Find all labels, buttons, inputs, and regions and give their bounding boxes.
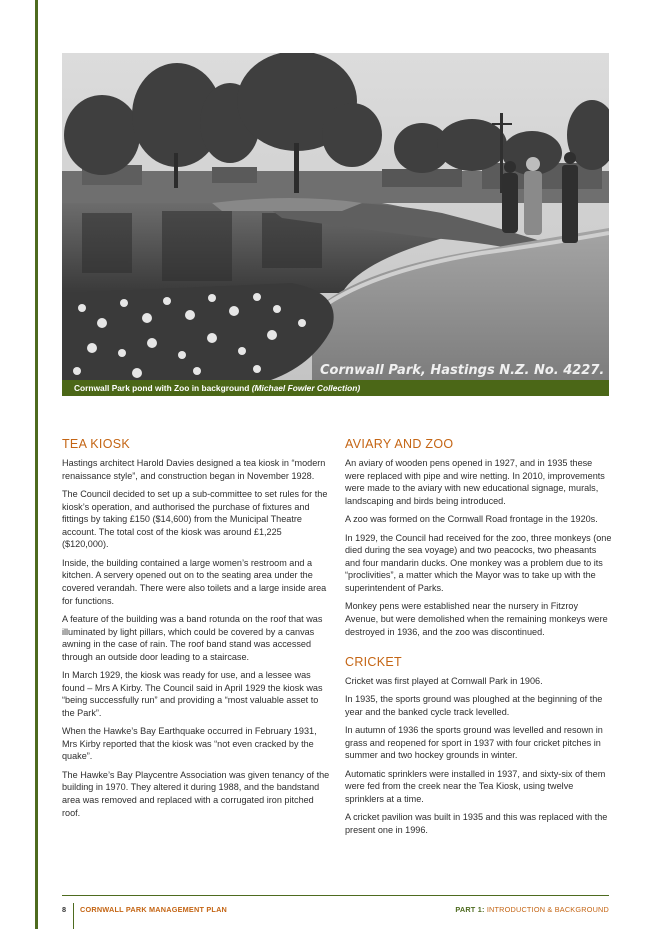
cricket-paragraph: In autumn of 1936 the sports ground was levelled and resown in grass and reopened for sport in 1937 with four cricket pitches in summer and two hockey grounds in winter. xyxy=(345,725,603,761)
aviary-zoo-heading: AVIARY AND ZOO xyxy=(345,437,454,451)
part-label xyxy=(455,905,609,915)
tea-kiosk-paragraph: The Hawke’s Bay Playcentre Association was given tenancy of the building in 1970. They altered it during 1988, and the bandstand area was removed and replaced with a corrugated iron pitched roof. xyxy=(62,769,330,818)
tea-kiosk-paragraph: Hastings architect Harold Davies designed a tea kiosk in “modern renaissance style”, and construction began in November 1928. xyxy=(62,458,326,481)
document-title: CORNWALL PARK MANAGEMENT PLAN xyxy=(80,905,228,914)
page-edge-rule xyxy=(35,0,38,929)
cricket-heading: CRICKET xyxy=(345,654,402,669)
cricket-paragraph: In 1935, the sports ground was ploughed at the beginning of the year and the banked cycle track levelled. xyxy=(345,694,603,717)
footer-rule xyxy=(62,895,609,896)
tea-kiosk-paragraph: A feature of the building was a band rotunda on the roof that was illuminated by light pillars, which could be covered by a canvas awning in the case of rain. The roof band stand was accessed through an outside door leading to a staircase. xyxy=(62,613,323,662)
cricket-paragraph: Automatic sprinklers were installed in 1937, and sixty-six of them were fed from the creek near the Tea Kiosk, using twelve sprinklers at a time. xyxy=(345,768,606,805)
tea-kiosk-paragraph: When the Hawke’s Bay Earthquake occurred in February 1931, Mrs Kirby reported that the kiosk was “not even cracked by the quake”. xyxy=(62,726,317,762)
part-number: PART 1: xyxy=(455,905,485,914)
pond-photo-illustration xyxy=(62,53,609,383)
cricket-paragraph: A cricket pavilion was built in 1935 and this was replaced with the present one in 1996. xyxy=(345,812,608,836)
tea-kiosk-paragraph: Inside, the building contained a large women’s restroom and a kitchen. A servery opened out on to the seating area under the covered verandah. There were also toilets and a large inside area for functions. xyxy=(62,557,327,606)
footer-divider xyxy=(73,903,74,929)
section-spacer xyxy=(345,644,613,654)
tea-kiosk-heading: TEA KIOSK xyxy=(62,437,131,451)
page-number: 8 xyxy=(62,905,67,914)
photo-caption-text: Cornwall Park pond with Zoo in background xyxy=(74,383,250,393)
aviary-zoo-paragraph: An aviary of wooden pens opened in 1927, and in 1935 these were replaced with pipe and wire netting. In 2010, improvements were made to the aviary with new educational signage, murals, landscaping and birds being introduced. xyxy=(345,458,605,506)
right-column xyxy=(345,436,613,842)
aviary-zoo-paragraph: Monkey pens were established near the nursery in Fitzroy Avenue, but were demolished when the remaining monkeys were destroyed in 1936, and the zoo was discontinued. xyxy=(345,601,608,637)
tea-kiosk-paragraph: The Council decided to set up a sub-committee to set rules for the kiosk’s operation, and authorised the purchase of fixtures and fittings by taking £150 ($14,600) from the Municipal Theatre account. The total cost of the kiosk was around £1,225 ($120,000). xyxy=(62,488,328,550)
photo-caption xyxy=(62,380,609,396)
cricket-paragraph: Cricket was first played at Cornwall Park in 1906. xyxy=(345,675,543,686)
left-column xyxy=(62,436,330,825)
aviary-zoo-paragraph: In 1929, the Council had received for the zoo, three monkeys (one died during the sea voyage) and two peacocks, two pheasants and four mandarin ducks. One monkey was a problem due to its “proclivities”, a matter which the Mayor was to take up with the superintendent of Parks. xyxy=(345,532,612,593)
aviary-zoo-paragraph: A zoo was formed on the Cornwall Road frontage in the 1920s. xyxy=(345,514,598,525)
tea-kiosk-paragraph: In March 1929, the kiosk was ready for use, and a lessee was found – Mrs A Kirby. The Council said in April 1929 the kiosk was “being successfully run” and providing a “most valuable asset to the Park”. xyxy=(62,670,323,718)
photo-inscription: Cornwall Park, Hastings N.Z. No. 4227. xyxy=(320,363,605,378)
part-title: INTRODUCTION & BACKGROUND xyxy=(486,905,609,914)
historic-photo xyxy=(62,53,609,383)
photo-credit: (Michael Fowler Collection) xyxy=(251,383,361,393)
